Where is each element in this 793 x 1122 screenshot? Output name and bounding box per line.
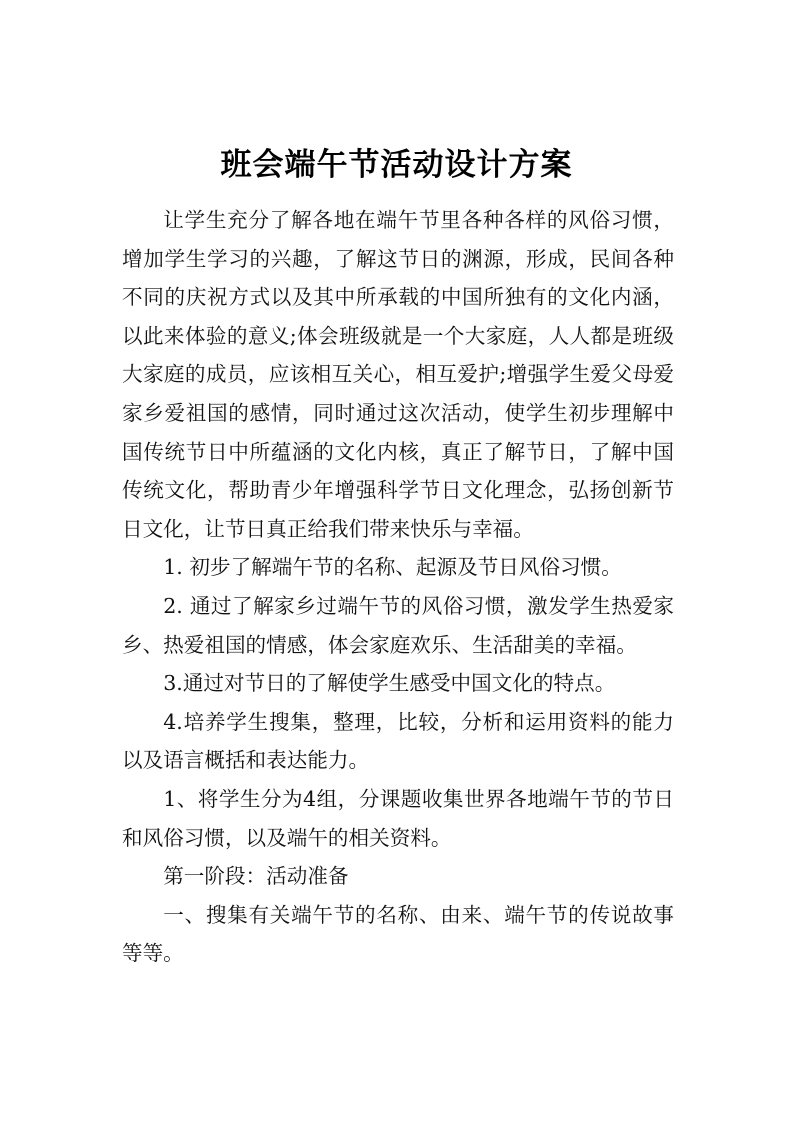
objective-4-paragraph: 4.培养学生搜集，整理，比较，分析和运用资料的能力以及语言概括和表达能力。 [122, 709, 674, 773]
stage-item-1-paragraph: 一、搜集有关端午节的名称、由来、端午节的传说故事等等。 [122, 902, 674, 966]
document-title: 班会端午节活动设计方案 [220, 147, 573, 183]
stage-heading: 第一阶段：活动准备 [163, 864, 349, 889]
objective-3-paragraph: 3.通过对节日的了解使学生感受中国文化的特点。 [163, 671, 616, 696]
objective-2-paragraph: 2. 通过了解家乡过端午节的风俗习惯，激发学生热爱家乡、热爱祖国的情感，体会家庭欢乐、生活甜美的幸福。 [122, 593, 674, 657]
document-body [122, 201, 674, 973]
intro-paragraph: 让学生充分了解各地在端午节里各种各样的风俗习惯，增加学生学习的兴趣，了解这节日的渊源，形成，民间各种不同的庆祝方式以及其中所承载的中国所独有的文化内涵，以此来体验的意义;体会班级就是一个大家庭，人人都是班级大家庭的成员，应该相互关心，相互爱护;增强学生爱父母爱家乡爱祖国的感情，同时通过这次活动，使学生初步理解中国传统节日中所蕴涵的文化内核，真正了解节日，了解中国传统文化，帮助青少年增强科学节日文化理念，弘扬创新节日文化，让节日真正给我们带来快乐与幸福。 [122, 208, 674, 541]
preparation-1-paragraph: 1、将学生分为4组，分课题收集世界各地端午节的节日和风俗习惯，以及端午的相关资料。 [122, 786, 674, 850]
objective-1-paragraph: 1. 初步了解端午节的名称、起源及节日风俗习惯。 [163, 555, 622, 580]
